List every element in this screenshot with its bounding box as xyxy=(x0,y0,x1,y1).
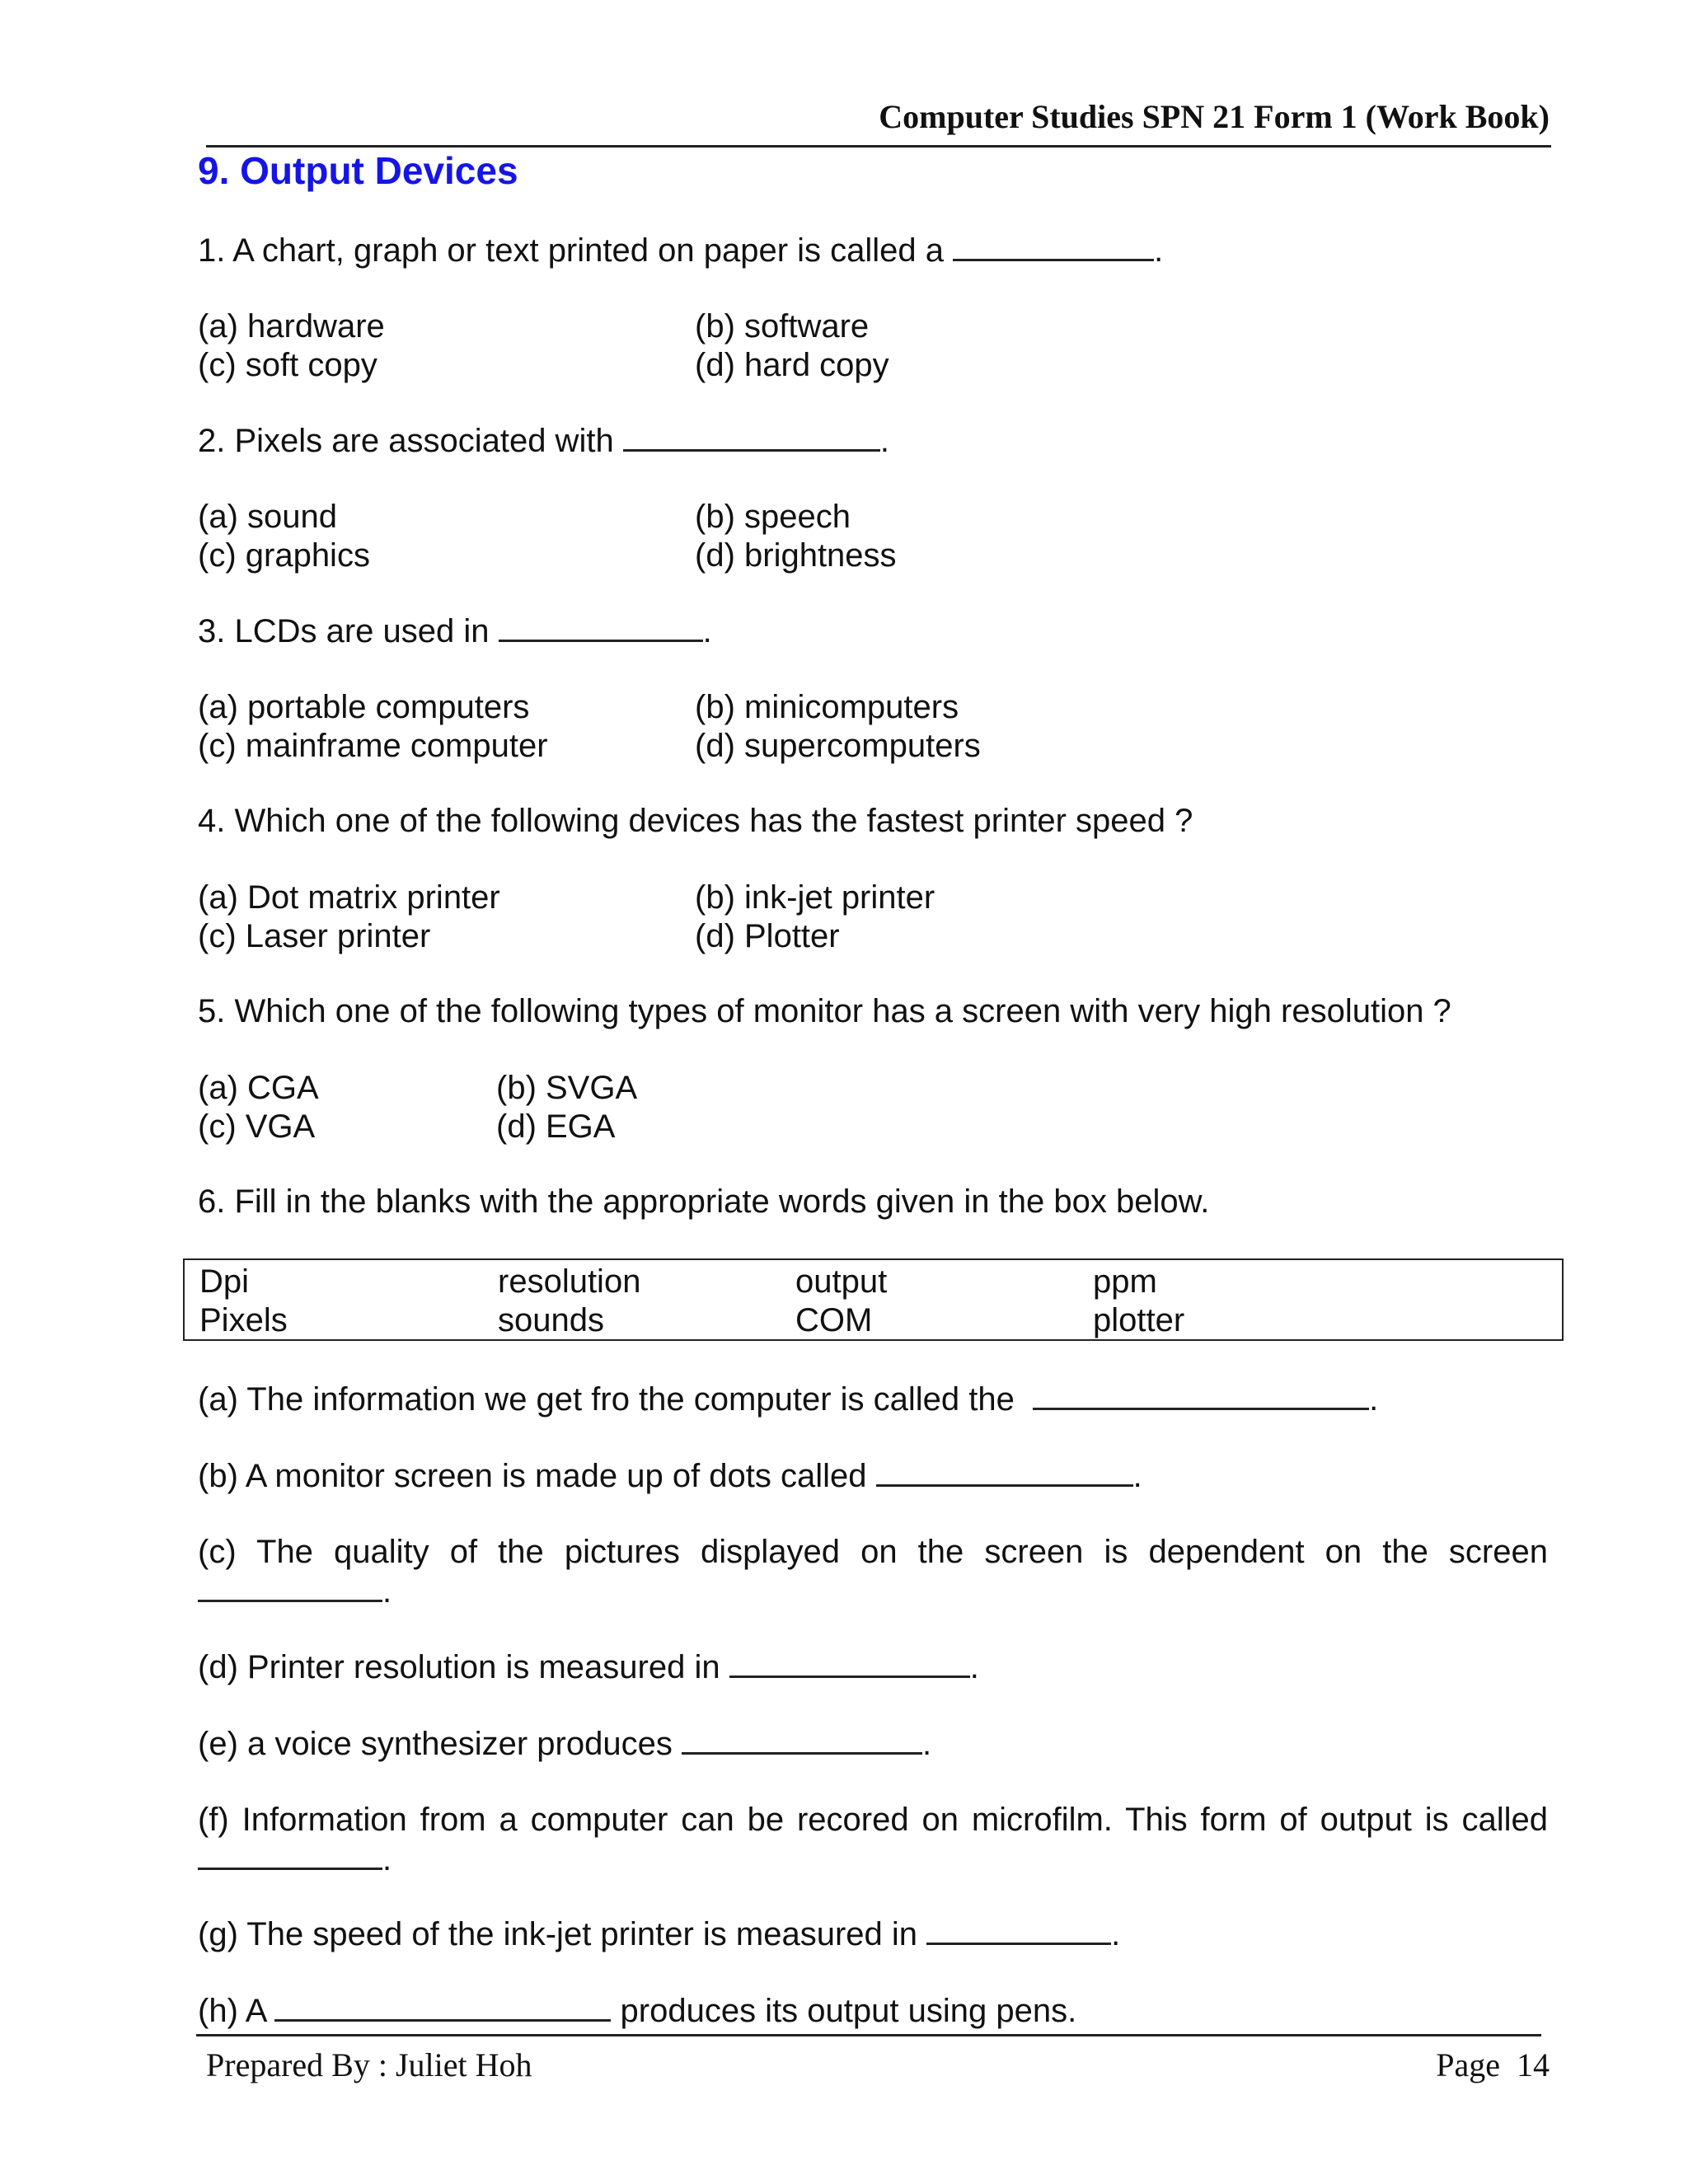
word-sounds: sounds xyxy=(498,1302,604,1338)
fill-c-blank-line: . xyxy=(198,1572,392,1611)
option-5b: (b) SVGA xyxy=(496,1070,638,1106)
word-ppm: ppm xyxy=(1093,1263,1157,1300)
section-title: 9. Output Devices xyxy=(198,149,518,192)
option-3c: (c) mainframe computer xyxy=(198,728,548,764)
option-1b: (b) software xyxy=(695,308,870,344)
option-5a: (a) CGA xyxy=(198,1070,319,1106)
option-2b: (b) speech xyxy=(695,499,851,535)
question-6: 6. Fill in the blanks with the appropriate words given in the box below. xyxy=(198,1183,1210,1220)
answer-blank xyxy=(198,1572,382,1602)
footer-author: Prepared By : Juliet Hoh xyxy=(206,2046,532,2083)
answer-blank xyxy=(729,1647,970,1678)
option-4b: (b) ink-jet printer xyxy=(695,879,935,916)
word-plotter: plotter xyxy=(1093,1302,1185,1338)
option-4a: (a) Dot matrix printer xyxy=(198,879,500,916)
fill-e: (e) a voice synthesizer produces . xyxy=(198,1726,932,1762)
question-1: 1. A chart, graph or text printed on paper is called a . xyxy=(198,232,1164,269)
option-1d: (d) hard copy xyxy=(695,347,889,383)
option-2c: (c) graphics xyxy=(198,537,370,574)
footer-rule xyxy=(196,2034,1541,2036)
question-2: 2. Pixels are associated with . xyxy=(198,423,889,459)
word-box xyxy=(183,1258,1564,1341)
answer-blank xyxy=(926,1915,1111,1945)
fill-a: (a) The information we get fro the computer is called the . xyxy=(198,1381,1379,1418)
word-dpi: Dpi xyxy=(199,1263,250,1300)
question-3: 3. LCDs are used in . xyxy=(198,613,712,649)
fill-f: (f) Information from a computer can be recored on microfilm. This form of output is called xyxy=(198,1802,1548,1838)
question-4: 4. Which one of the following devices has the fastest printer speed ? xyxy=(198,803,1193,839)
word-output: output xyxy=(795,1263,888,1300)
page-header-title: Computer Studies SPN 21 Form 1 (Work Book) xyxy=(879,98,1550,135)
option-4c: (c) Laser printer xyxy=(198,918,431,954)
option-2d: (d) brightness xyxy=(695,537,897,574)
answer-blank xyxy=(682,1724,922,1755)
answer-blank xyxy=(499,612,703,642)
question-5: 5. Which one of the following types of monitor has a screen with very high resolution ? xyxy=(198,993,1451,1029)
option-3b: (b) minicomputers xyxy=(695,689,959,725)
word-pixels: Pixels xyxy=(199,1302,288,1338)
option-5c: (c) VGA xyxy=(198,1108,316,1145)
option-3d: (d) supercomputers xyxy=(695,728,981,764)
option-4d: (d) Plotter xyxy=(695,918,840,954)
word-com: COM xyxy=(795,1302,873,1338)
word-resolution: resolution xyxy=(498,1263,641,1300)
fill-h: (h) A produces its output using pens. xyxy=(198,1993,1077,2029)
answer-blank xyxy=(274,1991,611,2022)
fill-g: (g) The speed of the ink-jet printer is measured in . xyxy=(198,1916,1121,1952)
page-number: Page 14 xyxy=(1436,2046,1550,2083)
answer-blank xyxy=(876,1456,1133,1487)
answer-blank xyxy=(623,421,880,452)
option-2a: (a) sound xyxy=(198,499,337,535)
answer-blank xyxy=(198,1840,382,1870)
header-rule xyxy=(206,145,1551,148)
fill-c: (c) The quality of the pictures displayed on the screen is dependent on the screen xyxy=(198,1534,1548,1570)
option-1c: (c) soft copy xyxy=(198,347,377,383)
fill-f-blank-line: . xyxy=(198,1840,392,1879)
answer-blank xyxy=(953,231,1154,261)
fill-b: (b) A monitor screen is made up of dots called . xyxy=(198,1458,1142,1494)
option-3a: (a) portable computers xyxy=(198,689,530,725)
option-5d: (d) EGA xyxy=(496,1108,616,1145)
fill-d: (d) Printer resolution is measured in . xyxy=(198,1649,979,1685)
answer-blank xyxy=(1033,1380,1369,1410)
option-1a: (a) hardware xyxy=(198,308,385,344)
